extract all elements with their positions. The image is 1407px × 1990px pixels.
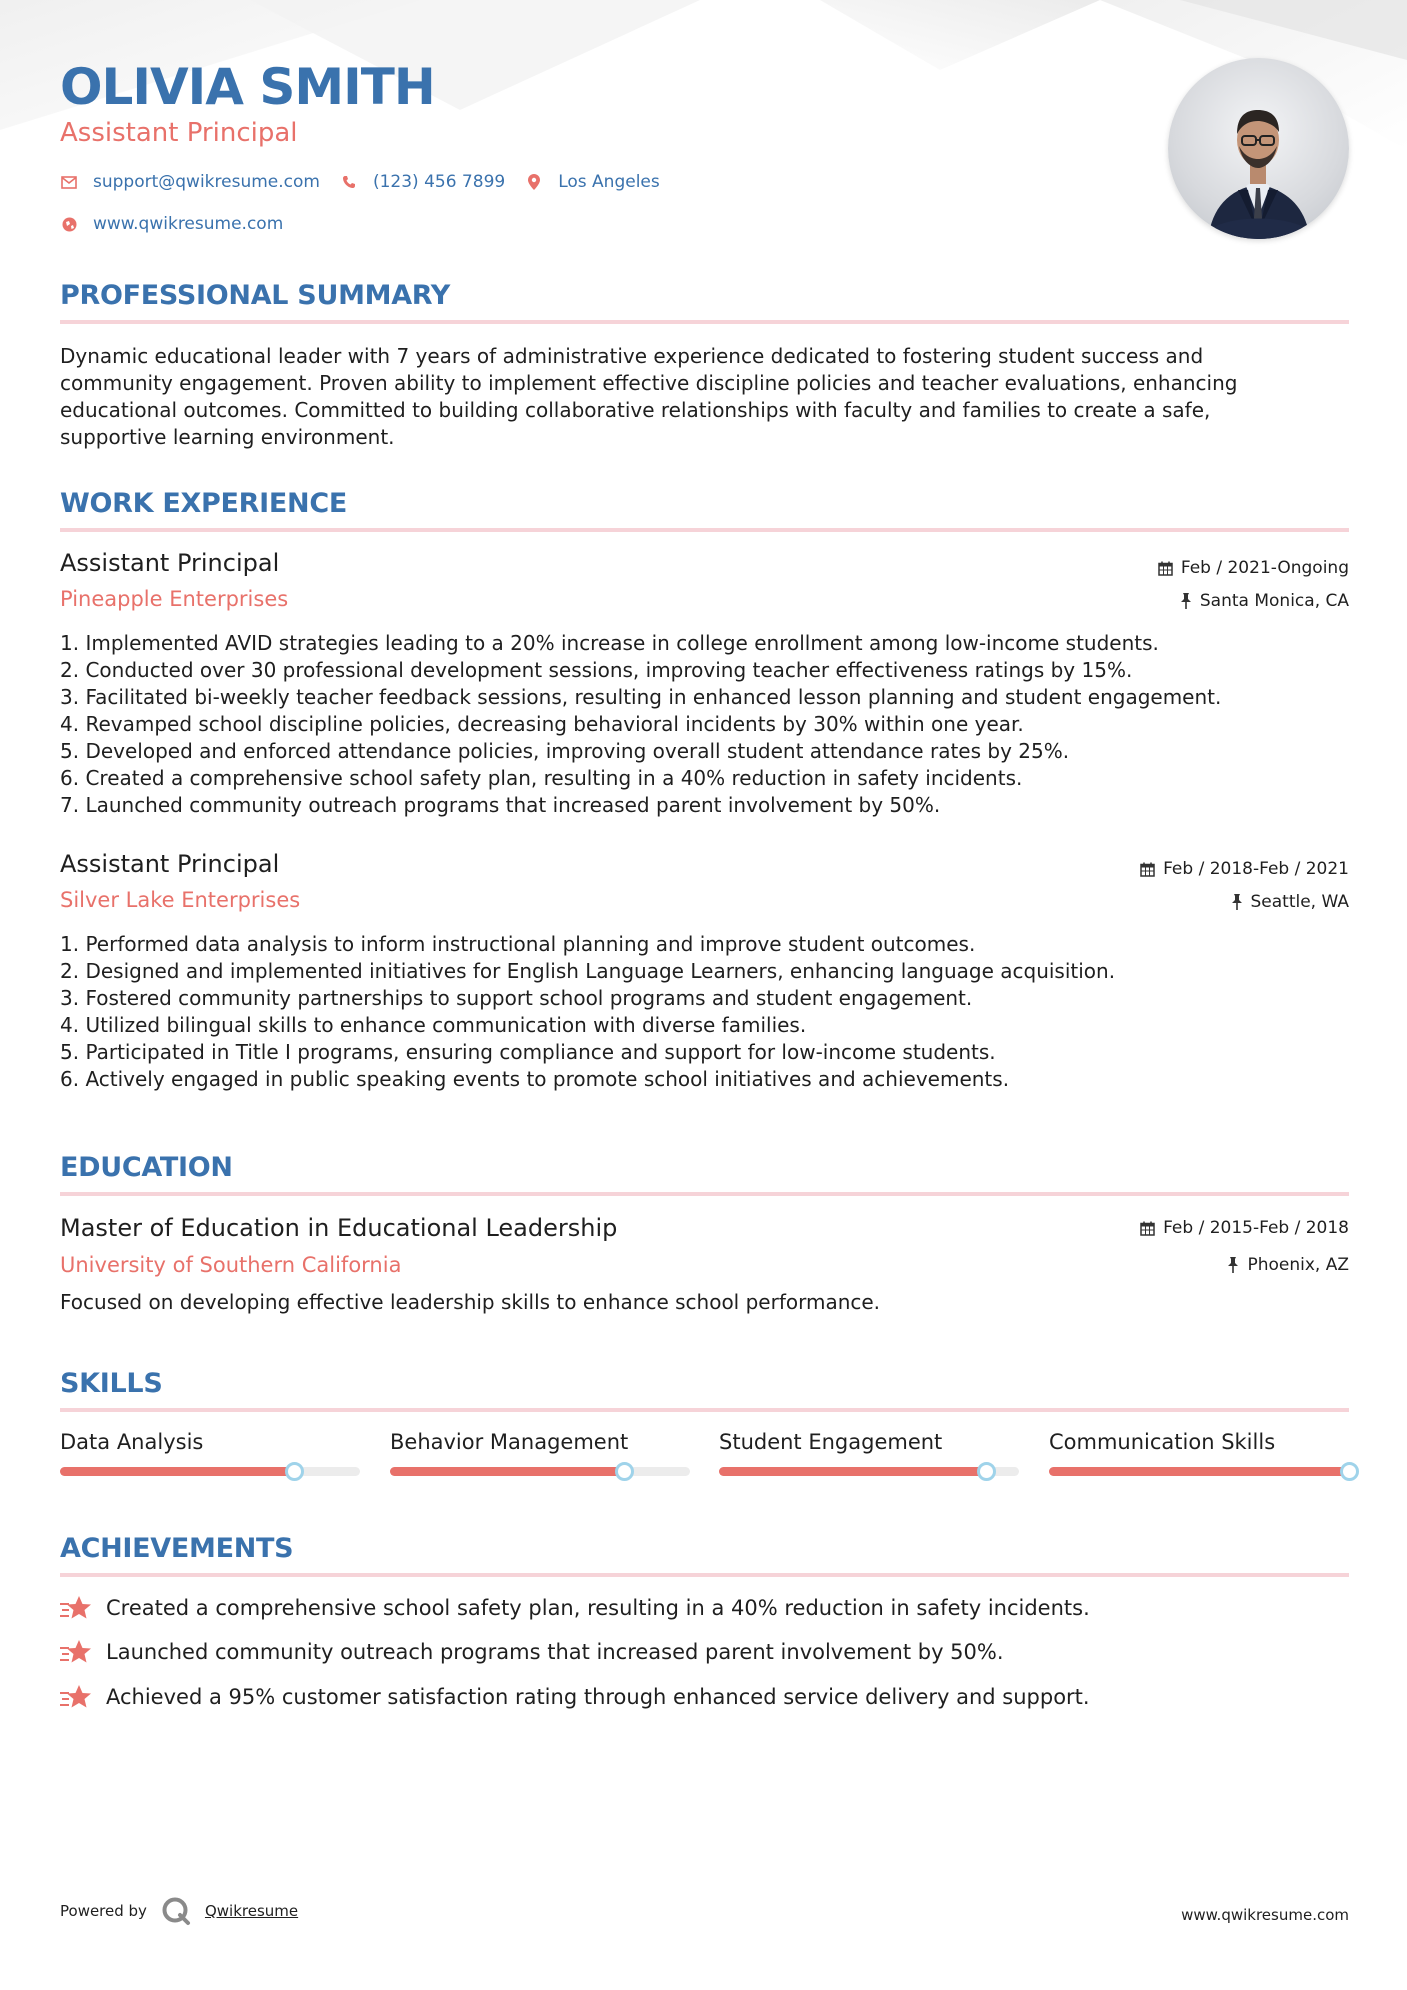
skill-item <box>390 1430 690 1454</box>
job-location <box>1231 892 1350 912</box>
list-item: 4. Utilized bilingual skills to enhance communication with diverse families. <box>60 1013 807 1037</box>
section-divider <box>60 320 1349 324</box>
section-divider <box>60 1192 1349 1196</box>
skill-item <box>719 1430 1019 1454</box>
list-item: 3. Fostered community partnerships to support school programs and student engagement. <box>60 986 973 1010</box>
list-item: 2. Conducted over 30 professional development sessions, improving teacher effectiveness ratings by 15%. <box>60 658 1133 682</box>
skill-bar-fill <box>60 1467 294 1476</box>
star-badge-icon <box>60 1594 92 1622</box>
skill-label: Data Analysis <box>60 1430 204 1454</box>
section-divider <box>60 1573 1349 1577</box>
job-company: Silver Lake Enterprises <box>60 888 301 912</box>
education-dates <box>1140 1218 1349 1238</box>
job-bullets <box>60 931 1349 1093</box>
job-location-text: Seattle, WA <box>1250 892 1349 912</box>
list-item: 1. Performed data analysis to inform instructional planning and improve student outcomes. <box>60 932 976 956</box>
powered-by-label: Powered by <box>60 1902 147 1920</box>
job-dates <box>1158 558 1349 578</box>
skill-bar-track <box>719 1467 1019 1476</box>
skill-bar-fill <box>719 1467 986 1476</box>
section-title-education: EDUCATION <box>60 1152 233 1183</box>
achievement-item <box>60 1594 1090 1622</box>
calendar-icon <box>1158 561 1173 576</box>
list-item: 5. Participated in Title I programs, ensuring compliance and support for low-income students. <box>60 1040 996 1064</box>
job-dates-text: Feb / 2021-Ongoing <box>1180 558 1349 578</box>
email-text: support@qwikresume.com <box>93 172 320 192</box>
education-location-text: Phoenix, AZ <box>1247 1255 1349 1275</box>
skill-item <box>1049 1430 1349 1454</box>
skill-label: Communication Skills <box>1049 1430 1276 1454</box>
summary-text <box>60 343 1349 451</box>
job-location-text: Santa Monica, CA <box>1199 591 1349 611</box>
list-item: 1. Implemented AVID strategies leading to a 20% increase in college enrollment among low-income students. <box>60 631 1159 655</box>
contact-row-2 <box>60 214 303 234</box>
phone-text: (123) 456 7899 <box>372 172 506 192</box>
skill-bar-fill <box>1049 1467 1349 1476</box>
section-title-summary: PROFESSIONAL SUMMARY <box>60 280 451 311</box>
section-title-experience: WORK EXPERIENCE <box>60 488 347 519</box>
website-text: www.qwikresume.com <box>93 214 284 234</box>
list-item: 2. Designed and implemented initiatives for English Language Learners, enhancing language acquisition. <box>60 959 1116 983</box>
job-location <box>1180 591 1349 611</box>
achievement-text: Launched community outreach programs that increased parent involvement by 50%. <box>106 1640 1004 1664</box>
skill-bar-fill <box>390 1467 624 1476</box>
skill-bar-track <box>60 1467 360 1476</box>
education-school: University of Southern California <box>60 1253 402 1277</box>
list-item: 5. Developed and enforced attendance policies, improving overall student attendance rates by 25%. <box>60 739 1070 763</box>
location-text: Los Angeles <box>558 172 660 192</box>
calendar-icon <box>1140 1221 1155 1236</box>
achievement-item <box>60 1683 1090 1711</box>
job-company: Pineapple Enterprises <box>60 587 289 611</box>
list-item: 6. Created a comprehensive school safety plan, resulting in a 40% reduction in safety incidents. <box>60 766 1023 790</box>
qwikresume-link[interactable]: Qwikresume <box>204 1902 299 1920</box>
achievement-text: Created a comprehensive school safety plan, resulting in a 40% reduction in safety incidents. <box>106 1596 1090 1620</box>
job-dates-text: Feb / 2018-Feb / 2021 <box>1163 859 1349 879</box>
skill-bar-knob <box>615 1462 634 1481</box>
skill-label: Behavior Management <box>390 1430 629 1454</box>
section-divider <box>60 528 1349 532</box>
job-bullets <box>60 630 1349 819</box>
education-location <box>1227 1255 1349 1275</box>
job-title: Assistant Principal <box>60 850 280 878</box>
achievement-item <box>60 1638 1004 1666</box>
education-degree: Master of Education in Educational Leadership <box>60 1214 618 1242</box>
education-description: Focused on developing effective leadership skills to enhance school performance. <box>60 1290 881 1314</box>
achievement-text: Achieved a 95% customer satisfaction rating through enhanced service delivery and support. <box>106 1685 1090 1709</box>
pushpin-icon <box>1231 894 1243 910</box>
skill-bar-knob <box>1340 1462 1359 1481</box>
job-title: Assistant Principal <box>60 549 280 577</box>
skill-bar-knob <box>977 1462 996 1481</box>
phone-icon <box>340 173 358 191</box>
skill-bar-track <box>1049 1467 1349 1476</box>
section-title-achievements: ACHIEVEMENTS <box>60 1533 294 1564</box>
envelope-icon <box>60 173 78 191</box>
globe-icon <box>60 215 78 233</box>
list-item: 6. Actively engaged in public speaking events to promote school initiatives and achievements. <box>60 1067 1010 1091</box>
profile-photo <box>1168 58 1349 239</box>
contact-row-1 <box>60 172 680 192</box>
summary-line: community engagement. Proven ability to implement effective discipline policies and teacher evaluations, enhancing <box>60 371 1238 395</box>
candidate-name: OLIVIA SMITH <box>60 58 435 116</box>
summary-line: supportive learning environment. <box>60 425 395 449</box>
contact-location <box>525 172 660 192</box>
pushpin-icon <box>1180 593 1192 609</box>
candidate-role: Assistant Principal <box>60 118 298 148</box>
skill-item <box>60 1430 360 1454</box>
footer-powered-by <box>60 1896 298 1926</box>
section-title-skills: SKILLS <box>60 1368 163 1399</box>
section-divider <box>60 1408 1349 1412</box>
skill-bar-track <box>390 1467 690 1476</box>
map-pin-icon <box>525 173 543 191</box>
pushpin-icon <box>1227 1257 1239 1273</box>
star-badge-icon <box>60 1638 92 1666</box>
calendar-icon <box>1140 862 1155 877</box>
star-badge-icon <box>60 1683 92 1711</box>
summary-line: Dynamic educational leader with 7 years of administrative experience dedicated to fostering student success and <box>60 344 1204 368</box>
contact-email[interactable] <box>60 172 320 192</box>
qwikresume-logo <box>161 1896 191 1926</box>
list-item: 7. Launched community outreach programs that increased parent involvement by 50%. <box>60 793 941 817</box>
skill-bar-knob <box>285 1462 304 1481</box>
skill-label: Student Engagement <box>719 1430 943 1454</box>
list-item: 4. Revamped school discipline policies, decreasing behavioral incidents by 30% within one year. <box>60 712 1024 736</box>
contact-website[interactable] <box>60 214 283 234</box>
list-item: 3. Facilitated bi-weekly teacher feedback sessions, resulting in enhanced lesson planning and student engagement. <box>60 685 1222 709</box>
job-dates <box>1140 859 1349 879</box>
footer-url[interactable]: www.qwikresume.com <box>1181 1906 1349 1924</box>
education-dates-text: Feb / 2015-Feb / 2018 <box>1163 1218 1349 1238</box>
summary-line: educational outcomes. Committed to building collaborative relationships with faculty and families to create a safe, <box>60 398 1211 422</box>
contact-phone[interactable] <box>340 172 505 192</box>
